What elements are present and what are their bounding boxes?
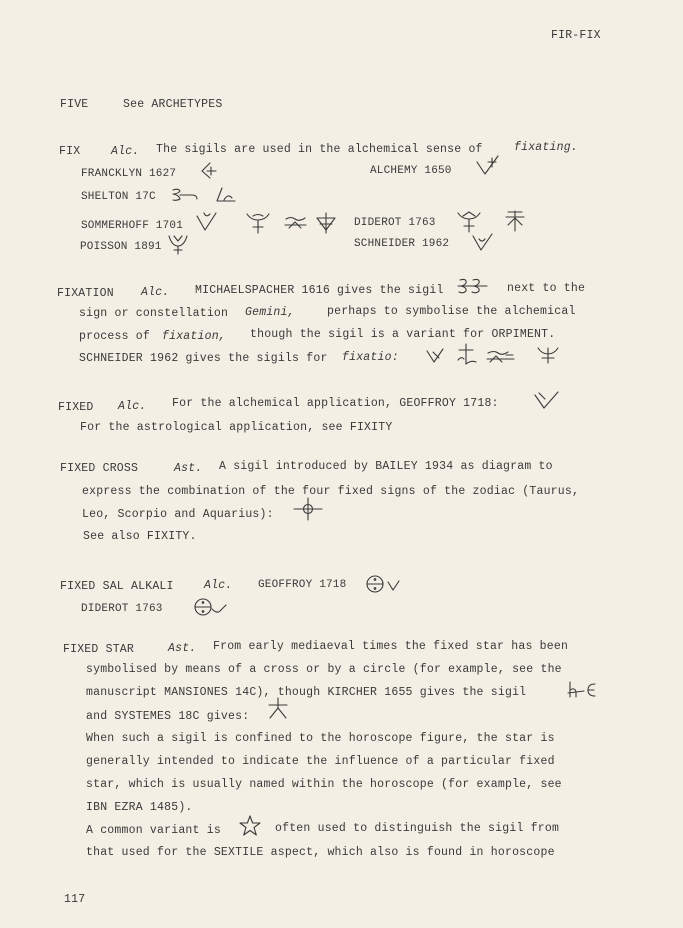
fixation-line-3b: though the sigil is a variant for ORPIMENT. bbox=[250, 328, 556, 341]
fixed-cross-category: Ast. bbox=[174, 462, 203, 475]
fix-definition-italic: fixating. bbox=[514, 141, 578, 154]
fixed-cross-line-3: Leo, Scorpio and Aquarius): bbox=[82, 508, 274, 521]
fixed-cross-line-4: See also FIXITY. bbox=[83, 530, 197, 543]
fixation-sigil-michaelspacher bbox=[456, 276, 490, 296]
fix-sigil-sommerhoff-4 bbox=[313, 211, 339, 235]
fix-alchemy-source: ALCHEMY 1650 bbox=[370, 165, 452, 177]
fixation-line-1a: MICHAELSPACHER 1616 gives the sigil bbox=[195, 284, 444, 297]
page-number: 117 bbox=[64, 893, 86, 906]
fix-category: Alc. bbox=[111, 145, 140, 158]
fix-sigil-sommerhoff-2 bbox=[244, 211, 272, 235]
fixed-sal-geoffroy-source: GEOFFROY 1718 bbox=[258, 579, 347, 591]
fixation-category: Alc. bbox=[141, 286, 170, 299]
fix-definition: The sigils are used in the alchemical sense of bbox=[156, 143, 483, 156]
fixation-line-2-italic: Gemini, bbox=[245, 306, 295, 319]
entry-head-fixation: FIXATION bbox=[57, 287, 114, 300]
fixed-cross-line-2: express the combination of the four fixed signs of the zodiac (Taurus, bbox=[82, 485, 580, 498]
fixed-star-line-3: manuscript MANSIONES 14C), though KIRCHER 1655 gives the sigil bbox=[86, 686, 527, 699]
entry-head-fix: FIX bbox=[59, 145, 81, 158]
fixed-star-sigil-kircher bbox=[566, 680, 600, 700]
fixed-star-line-6: generally intended to indicate the influence of a particular fixed bbox=[86, 755, 555, 768]
fixed-star-line-8: IBN EZRA 1485). bbox=[86, 801, 193, 814]
fixed-star-sigil-variant bbox=[238, 814, 262, 838]
running-head: FIR-FIX bbox=[551, 29, 601, 42]
entry-head-fixed-cross: FIXED CROSS bbox=[60, 462, 139, 475]
fixed-sal-diderot-source: DIDEROT 1763 bbox=[81, 603, 163, 615]
fix-sigil-poisson bbox=[166, 232, 190, 256]
fix-sigil-schneider bbox=[470, 231, 496, 253]
fixation-line-2b: perhaps to symbolise the alchemical bbox=[327, 305, 576, 318]
fix-poisson-source: POISSON 1891 bbox=[80, 241, 162, 253]
fix-sigil-alchemy bbox=[474, 154, 504, 178]
fixation-line-4-italic: fixatio: bbox=[342, 351, 399, 364]
fixed-star-line-9b: often used to distinguish the sigil from bbox=[275, 822, 560, 835]
fix-sigil-sommerhoff-3 bbox=[283, 214, 309, 230]
fixed-sal-sigil-geoffroy bbox=[365, 573, 405, 595]
fixed-star-sigil-systemes bbox=[266, 696, 290, 722]
fixation-line-2a: sign or constellation bbox=[79, 307, 229, 320]
fixation-line-3a: process of bbox=[79, 330, 151, 343]
five-see-reference: See ARCHETYPES bbox=[123, 98, 223, 111]
fixed-sal-category: Alc. bbox=[204, 579, 233, 592]
fixation-line-1b: next to the bbox=[507, 282, 586, 295]
fix-diderot-source: DIDEROT 1763 bbox=[354, 217, 436, 229]
fixation-sigil-schneider-3 bbox=[485, 348, 517, 364]
fixation-sigil-schneider-4 bbox=[535, 345, 561, 365]
entry-head-five: FIVE bbox=[60, 98, 89, 111]
entry-head-fixed: FIXED bbox=[58, 401, 94, 414]
fixed-star-line-2: symbolised by means of a cross or by a circle (for example, see the bbox=[86, 663, 562, 676]
fix-sigil-diderot-2 bbox=[503, 209, 527, 233]
fix-sigil-shelton-2 bbox=[214, 186, 238, 204]
fixed-star-line-9a: A common variant is bbox=[86, 824, 221, 837]
entry-head-fixed-star: FIXED STAR bbox=[63, 643, 135, 656]
fix-sigil-francklyn bbox=[198, 160, 220, 180]
fixation-sigil-schneider-1 bbox=[424, 346, 446, 366]
entry-head-fixed-sal-alkali: FIXED SAL ALKALI bbox=[60, 580, 174, 593]
fixed-sigil-geoffroy bbox=[532, 389, 562, 413]
fixed-line-1: For the alchemical application, GEOFFROY 1718: bbox=[172, 397, 499, 410]
fixed-category: Alc. bbox=[118, 400, 147, 413]
fixed-cross-line-1: A sigil introduced by BAILEY 1934 as diagram to bbox=[219, 460, 553, 473]
fix-sommerhoff-source: SOMMERHOFF 1701 bbox=[81, 220, 184, 232]
fixed-sal-sigil-diderot bbox=[193, 596, 233, 620]
fixed-star-category: Ast. bbox=[168, 642, 197, 655]
fixed-cross-sigil-bailey bbox=[292, 496, 324, 522]
fixed-star-line-7: star, which is usually named within the horoscope (for example, see bbox=[86, 778, 562, 791]
fix-shelton-source: SHELTON 17C bbox=[81, 191, 156, 203]
fixed-star-line-4: and SYSTEMES 18C gives: bbox=[86, 710, 250, 723]
fixed-star-line-5: When such a sigil is confined to the horoscope figure, the star is bbox=[86, 732, 555, 745]
fixation-line-3-italic: fixation, bbox=[162, 330, 226, 343]
fixed-star-line-1: From early mediaeval times the fixed star has been bbox=[213, 640, 569, 653]
fixation-sigil-schneider-2 bbox=[455, 342, 479, 366]
fix-sigil-shelton-1 bbox=[170, 186, 200, 202]
fix-schneider-source: SCHNEIDER 1962 bbox=[354, 238, 450, 250]
fixed-star-line-10: that used for the SEXTILE aspect, which also is found in horoscope bbox=[86, 846, 555, 859]
fixed-line-2: For the astrological application, see FIXITY bbox=[80, 421, 393, 434]
fixation-line-4a: SCHNEIDER 1962 gives the sigils for bbox=[79, 352, 328, 365]
fix-francklyn-source: FRANCKLYN 1627 bbox=[81, 168, 177, 180]
fix-sigil-sommerhoff-1 bbox=[194, 209, 220, 233]
